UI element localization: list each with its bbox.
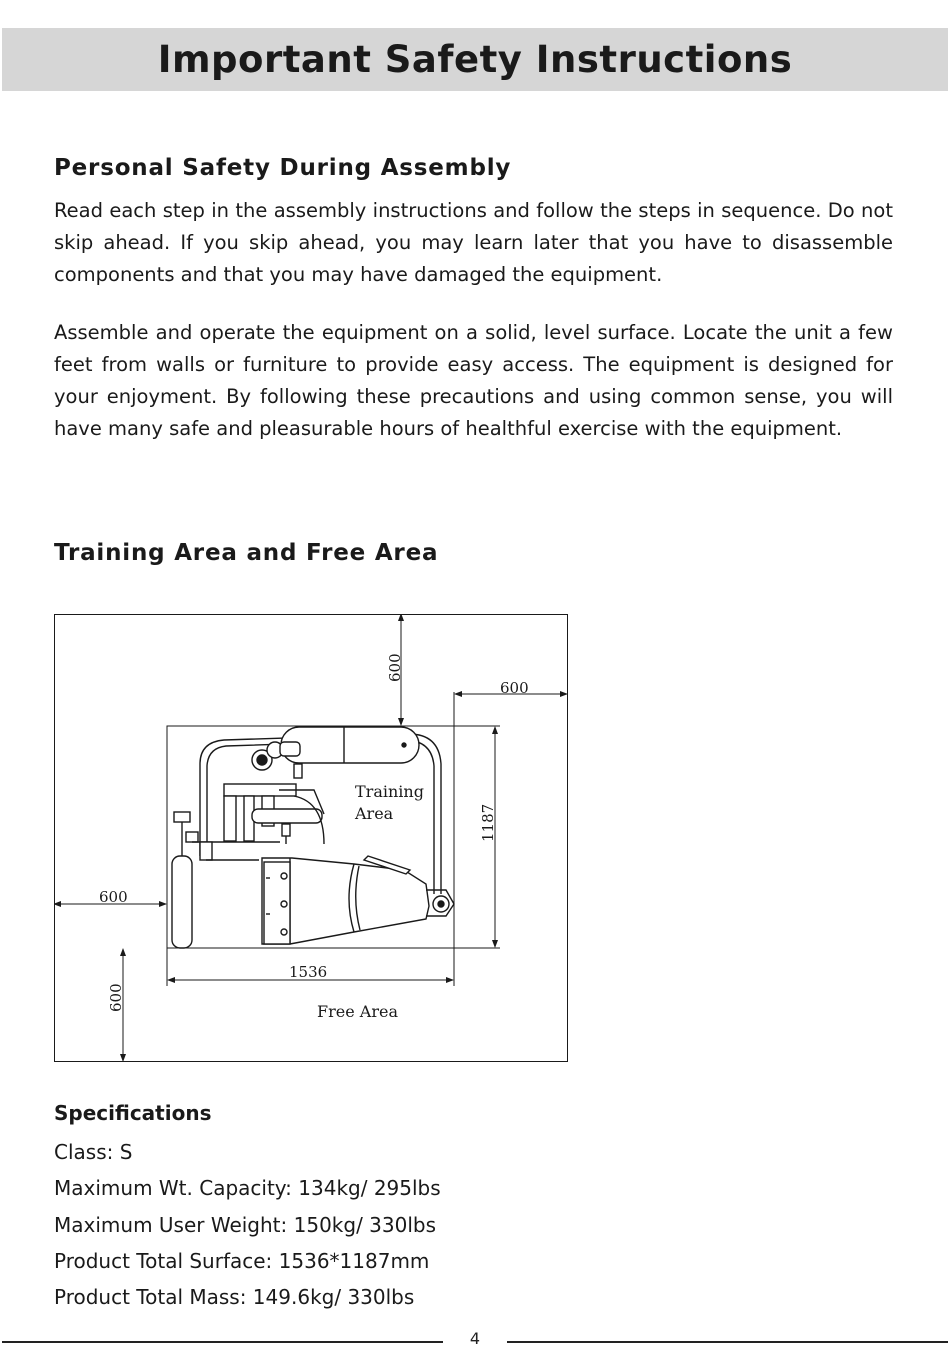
footer-rule-left <box>2 1341 443 1343</box>
specifications-list <box>54 1136 441 1317</box>
assembly-paragraph-2: Assemble and operate the equipment on a solid, level surface. Locate the unit a few feet from walls or furniture to provide easy access. The equipment is designed for your enjoyment. By following these precautions and using common sense, you will have many safe and pleasurable hours of healthful exercise with the equipment. <box>54 321 893 440</box>
spec-item: Maximum Wt. Capacity: 134kg/ 295lbs <box>54 1176 441 1201</box>
specifications-heading: Specifications <box>54 1101 212 1125</box>
training-heading: Training Area and Free Area <box>54 540 439 566</box>
training-area-label-line2: Area <box>355 804 394 823</box>
spec-item: Class: S <box>54 1140 133 1164</box>
dim-right-label: 600 <box>500 679 529 697</box>
title-banner <box>2 28 948 91</box>
dim-bottom-label: 600 <box>107 983 125 1012</box>
free-area-label: Free Area <box>317 1002 398 1021</box>
dim-left-label: 600 <box>99 888 128 906</box>
dim-height-label: 1187 <box>479 803 497 842</box>
page-number: 4 <box>469 1329 481 1348</box>
equipment-drawing <box>172 727 454 948</box>
dim-top-label: 600 <box>386 653 404 682</box>
page-title: Important Safety Instructions <box>157 38 793 81</box>
training-area-label-line1: Training <box>355 782 424 801</box>
dim-width-label: 1536 <box>289 963 328 981</box>
training-area-diagram <box>54 614 568 1062</box>
assembly-paragraph-1: Read each step in the assembly instructions and follow the steps in sequence. Do not skip ahead. If you skip ahead, you may learn later that you have to disassemble components and that you may have damaged the equipment. <box>54 199 893 286</box>
spec-item: Product Total Surface: 1536*1187mm <box>54 1248 430 1273</box>
spec-item: Maximum User Weight: 150kg/ 330lbs <box>54 1212 437 1237</box>
page-footer <box>0 1329 950 1348</box>
assembly-heading: Personal Safety During Assembly <box>54 155 512 181</box>
spec-item: Product Total Mass: 149.6kg/ 330lbs <box>54 1285 415 1310</box>
footer-rule-right <box>507 1341 948 1343</box>
